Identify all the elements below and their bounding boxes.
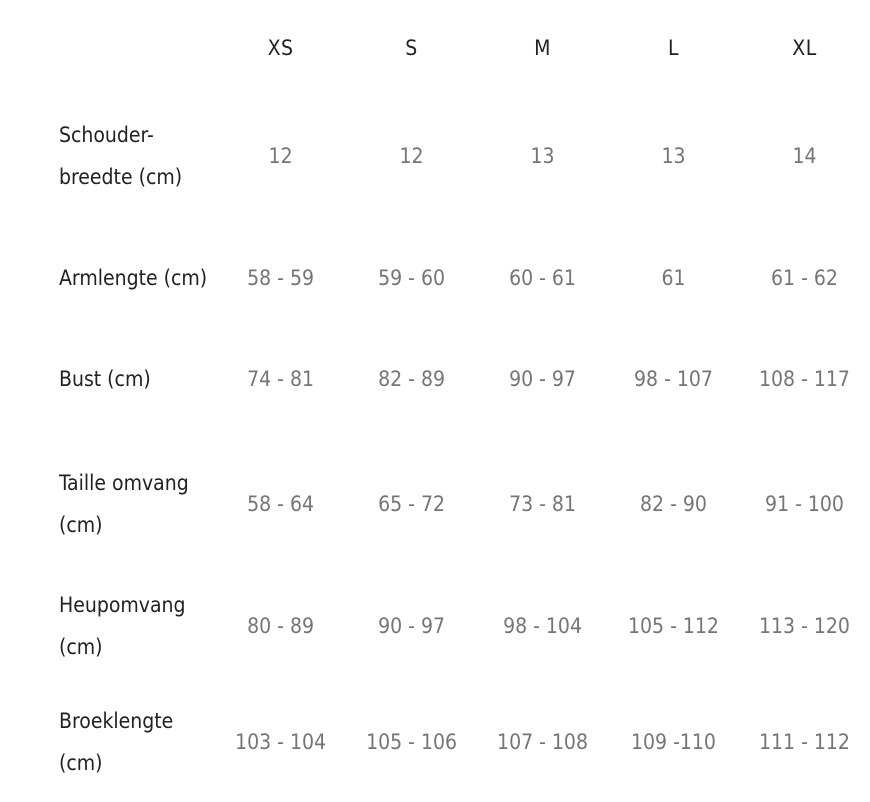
table-cell: 108 - 117 [759,367,850,391]
table-cell: 73 - 81 [509,492,576,516]
table-cell: 13 [530,144,555,168]
table-cell: 12 [268,144,293,168]
table-row-shoulder-width [50,76,870,236]
table-cell: 111 - 112 [759,730,850,754]
table-row-pants-length [50,682,870,802]
row-label-arm-length: Armlengte (cm) [59,266,208,290]
table-cell: 59 - 60 [378,266,445,290]
table-cell: 58 - 64 [247,492,315,516]
size-header-xl: XL [792,36,817,60]
size-header-m: M [534,36,551,60]
table-cell: 80 - 89 [247,614,315,638]
table-cell: 98 - 104 [503,614,582,638]
table-cell: 13 [661,144,686,168]
table-cell: 105 - 106 [366,730,457,754]
table-cell: 58 - 59 [247,266,315,290]
table-cell: 74 - 81 [247,367,315,391]
size-header-xs: XS [267,36,294,60]
table-cell: 61 - 62 [771,266,838,290]
table-cell: 90 - 97 [509,367,576,391]
table-cell: 12 [399,144,424,168]
table-cell: 65 - 72 [378,492,445,516]
row-label-hip: Heupomvang (cm) [59,593,186,659]
table-cell: 82 - 90 [640,492,707,516]
header-corner-cell [50,20,215,76]
row-label-pants-length: Broeklengte (cm) [59,709,174,775]
table-cell: 105 - 112 [628,614,719,638]
size-header-s: S [405,36,418,60]
table-cell: 90 - 97 [378,614,445,638]
table-row-waist [50,438,870,570]
table-cell: 14 [792,144,817,168]
size-chart-table [50,20,870,802]
table-row-hip [50,570,870,682]
table-cell: 60 - 61 [509,266,576,290]
row-label-shoulder-width: Schouder-breedte (cm) [59,123,183,189]
table-cell: 82 - 89 [378,367,445,391]
size-header-l: L [667,36,679,60]
table-cell: 113 - 120 [759,614,850,638]
size-header-row [50,20,870,76]
table-row-bust [50,320,870,438]
table-cell: 109 -110 [631,730,716,754]
table-cell: 98 - 107 [634,367,713,391]
table-cell: 61 [661,266,686,290]
table-row-arm-length [50,236,870,320]
table-cell: 103 - 104 [235,730,327,754]
row-label-waist: Taille omvang (cm) [59,471,189,537]
table-cell: 107 - 108 [497,730,588,754]
row-label-bust: Bust (cm) [59,367,151,391]
table-cell: 91 - 100 [765,492,844,516]
